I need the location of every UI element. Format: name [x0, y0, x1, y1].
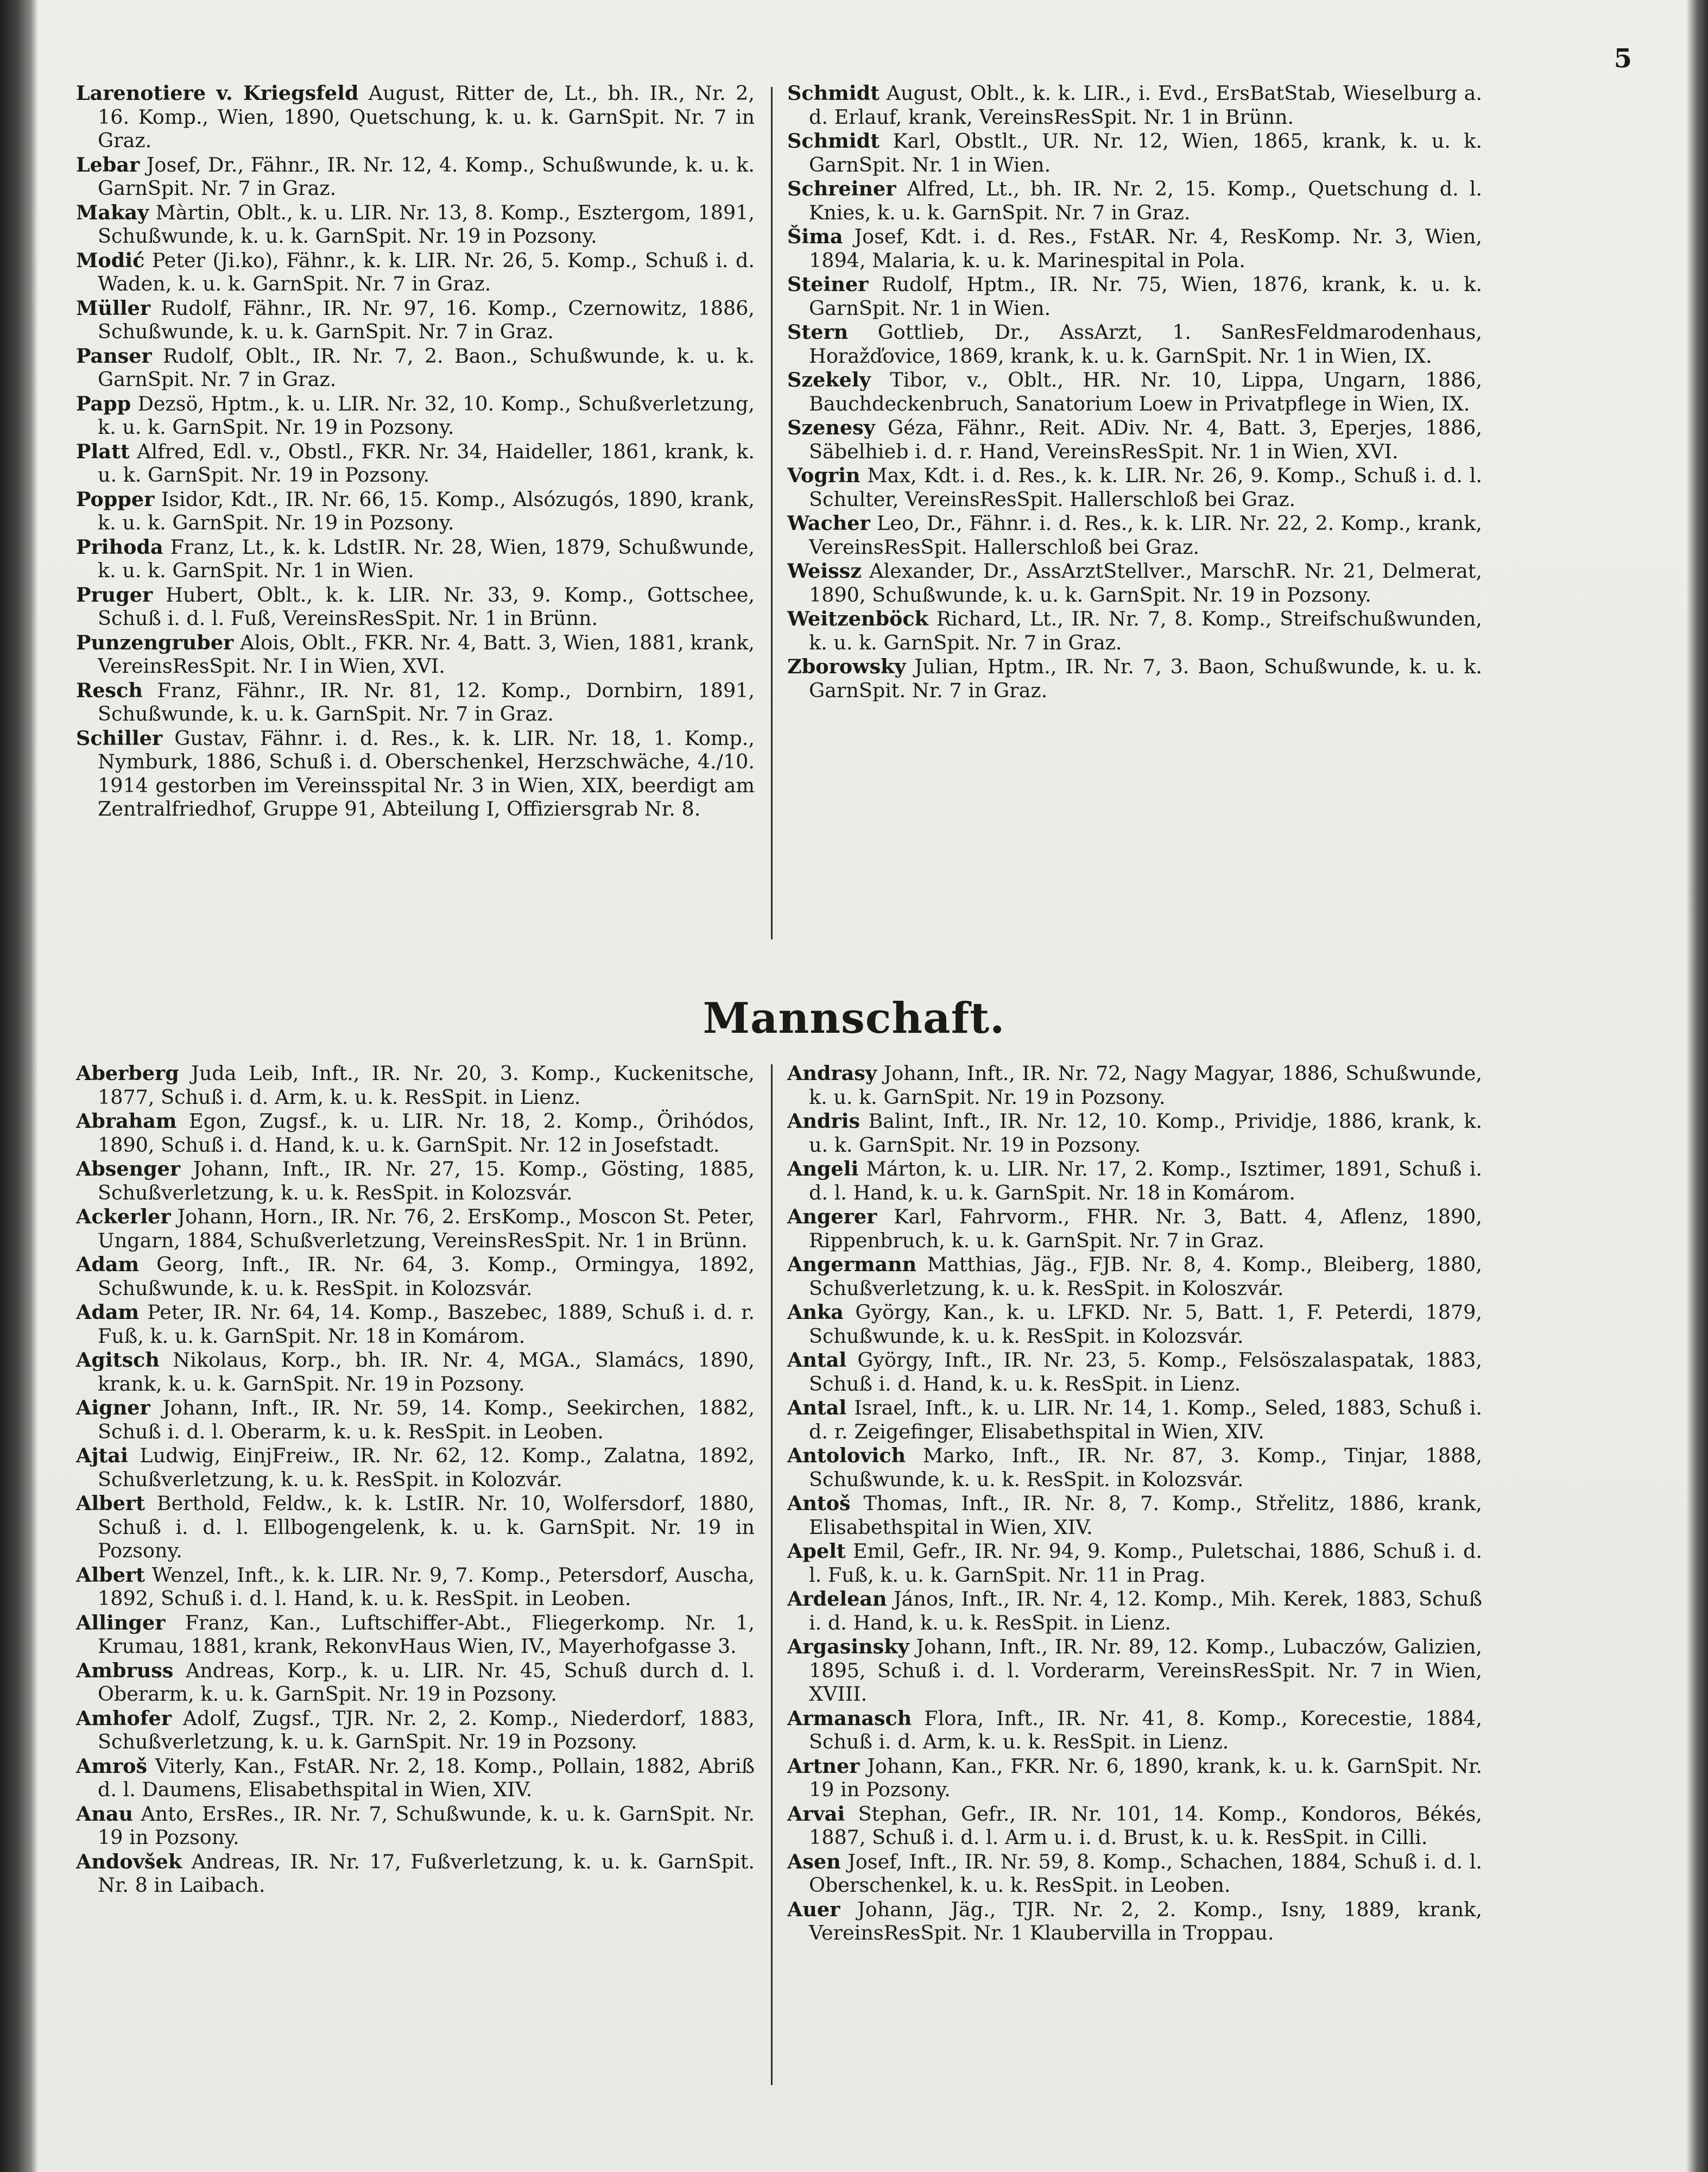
- entry-text: Karl, Obstlt., UR. Nr. 12, Wien, 1865, krank, k. u. k. GarnSpit. Nr. 1 in Wien.: [809, 129, 1482, 176]
- entry-name: Amroš: [76, 1754, 148, 1778]
- entry-text: Franz, Kan., Luftschiffer-Abt., Fliegerkomp. Nr. 1, Krumau, 1881, krank, RekonvHaus Wien, IV., Mayerhofgasse 3.: [98, 1611, 755, 1658]
- entry-name: Makay: [76, 200, 149, 224]
- entry-name: Anka: [787, 1300, 844, 1324]
- entry-name: Abraham: [76, 1109, 177, 1133]
- entry-name: Angeli: [787, 1157, 859, 1180]
- entry-text: Israel, Inft., k. u. LIR. Nr. 14, 1. Komp., Seled, 1883, Schuß i. d. r. Zeigefinger, Elisabethspital in Wien, XIV.: [809, 1396, 1482, 1443]
- list-item: [76, 1444, 755, 1491]
- entry-text: Isidor, Kdt., IR. Nr. 66, 15. Komp., Alsózugós, 1890, krank, k. u. k. GarnSpit. Nr. 19 in Pozsony.: [98, 487, 755, 534]
- entry-name: Antolovich: [787, 1444, 906, 1467]
- entry-text: Marko, Inft., IR. Nr. 87, 3. Komp., Tinjar, 1888, Schußwunde, k. u. k. ResSpit. in Kolozsvár.: [809, 1444, 1482, 1491]
- entry-text: August, Ritter de, Lt., bh. IR., Nr. 2, 16. Komp., Wien, 1890, Quetschung, k. u. k. GarnSpit. Nr. 7 in Graz.: [98, 81, 755, 152]
- entry-name: Angerer: [787, 1205, 877, 1228]
- entry-text: Peter (Ji.ko), Fähnr., k. k. LIR. Nr. 26, 5. Komp., Schuß i. d. Waden, k. u. k. GarnSpit. Nr. 7 in Graz.: [98, 248, 755, 295]
- entry-text: Gottlieb, Dr., AssArzt, 1. SanResFeldmarodenhaus, Horažďovice, 1869, krank, k. u. k. GarnSpit. Nr. 1 in Wien, IX.: [809, 320, 1482, 368]
- list-item: [76, 153, 755, 200]
- entry-text: Alexander, Dr., AssArztStellver., MarschR. Nr. 21, Delmerat, 1890, Schußwunde, k. u. k. GarnSpit. Nr. 19 in Pozsony.: [809, 559, 1482, 607]
- list-item: [76, 249, 755, 296]
- entry-text: Flora, Inft., IR. Nr. 41, 8. Komp., Korecestie, 1884, Schuß i. d. Arm, k. u. k. ResSpit. in Lienz.: [809, 1706, 1482, 1753]
- entry-name: Argasinsky: [787, 1635, 909, 1658]
- list-item: [787, 225, 1482, 272]
- entry-name: Allinger: [76, 1611, 166, 1634]
- entry-name: Ambruss: [76, 1658, 174, 1682]
- entry-text: Johann, Jäg., TJR. Nr. 2, 2. Komp., Isny, 1889, krank, VereinsResSpit. Nr. 1 Klaubervilla in Troppau.: [809, 1897, 1482, 1944]
- entry-text: György, Kan., k. u. LFKD. Nr. 5, Batt. 1, F. Peterdi, 1879, Schußwunde, k. u. k. ResSpit. in Kolozsvár.: [809, 1300, 1482, 1348]
- entry-name: Schreiner: [787, 177, 896, 200]
- entry-text: Emil, Gefr., IR. Nr. 94, 9. Komp., Puletschai, 1886, Schuß i. d. l. Fuß, k. u. k. GarnSpit. Nr. 11 in Prag.: [809, 1539, 1482, 1587]
- list-item: [787, 1205, 1482, 1252]
- entry-text: Berthold, Feldw., k. k. LstIR. Nr. 10, Wolfersdorf, 1880, Schuß i. d. l. Ellbogengelenk, k. u. k. GarnSpit. Nr. 19 in Pozsony.: [98, 1492, 755, 1562]
- entry-text: Josef, Dr., Fähnr., IR. Nr. 12, 4. Komp., Schußwunde, k. u. k. GarnSpit. Nr. 7 in Graz.: [98, 153, 755, 200]
- list-item: [76, 488, 755, 535]
- entry-name: Larenotiere v. Kriegsfeld: [76, 81, 359, 105]
- entry-name: Steiner: [787, 273, 869, 296]
- list-item: [787, 1157, 1482, 1204]
- entry-text: Josef, Kdt. i. d. Res., FstAR. Nr. 4, ResKomp. Nr. 3, Wien, 1894, Malaria, k. u. k. Marinespital in Pola.: [809, 225, 1482, 272]
- entry-name: Vogrin: [787, 464, 861, 487]
- entry-name: Weitzenböck: [787, 607, 928, 630]
- list-item: [76, 727, 755, 821]
- list-item: [76, 1253, 755, 1300]
- list-item: [76, 81, 755, 153]
- list-item: [787, 559, 1482, 607]
- entry-name: Armanasch: [787, 1706, 912, 1730]
- entry-name: Prihoda: [76, 535, 163, 559]
- entry-name: Asen: [787, 1849, 841, 1873]
- entry-text: Rudolf, Fähnr., IR. Nr. 97, 16. Komp., Czernowitz, 1886, Schußwunde, k. u. k. GarnSpit. Nr. 7 in Graz.: [98, 296, 755, 343]
- column-top-right: [787, 81, 1482, 703]
- list-item: [76, 296, 755, 344]
- column-top-left: [76, 81, 755, 822]
- entry-text: Juda Leib, Inft., IR. Nr. 20, 3. Komp., Kuckenitsche, 1877, Schuß i. d. Arm, k. u. k. ResSpit. in Lienz.: [98, 1062, 755, 1109]
- entry-text: Richard, Lt., IR. Nr. 7, 8. Komp., Streifschußwunden, k. u. k. GarnSpit. Nr. 7 in Graz.: [809, 607, 1482, 654]
- entry-name: Punzengruber: [76, 630, 234, 654]
- list-item: [76, 440, 755, 487]
- entry-name: Adam: [76, 1253, 140, 1276]
- list-item: [787, 1898, 1482, 1945]
- list-item: [76, 583, 755, 630]
- list-item: [787, 1802, 1482, 1849]
- entry-name: Zborowsky: [787, 655, 906, 678]
- entry-text: Wenzel, Inft., k. k. LIR. Nr. 9, 7. Komp., Petersdorf, Auscha, 1892, Schuß i. d. l. Hand, k. u. k. ResSpit. in Leoben.: [98, 1563, 755, 1610]
- entry-text: Andreas, Korp., k. u. LIR. Nr. 45, Schuß durch d. l. Oberarm, k. u. k. GarnSpit. Nr. 19 in Pozsony.: [98, 1658, 755, 1706]
- entry-name: Auer: [787, 1897, 840, 1921]
- list-item: [76, 1754, 755, 1802]
- list-item: [76, 201, 755, 248]
- entry-text: Viterly, Kan., FstAR. Nr. 2, 18. Komp., Pollain, 1882, Abriß d. l. Daumens, Elisabethspital in Wien, XIV.: [98, 1754, 755, 1801]
- entry-text: Max, Kdt. i. d. Res., k. k. LIR. Nr. 26, 9. Komp., Schuß i. d. l. Schulter, VereinsResSpit. Hallerschloß bei Graz.: [809, 464, 1482, 511]
- list-item: [76, 679, 755, 726]
- entry-name: Andovšek: [76, 1849, 182, 1873]
- entry-text: Franz, Lt., k. k. LdstIR. Nr. 28, Wien, 1879, Schußwunde, k. u. k. GarnSpit. Nr. 1 in Wien.: [98, 535, 755, 582]
- entry-text: Johann, Inft., IR. Nr. 27, 15. Komp., Gösting, 1885, Schußverletzung, k. u. k. ResSpit. in Kolozsvár.: [98, 1157, 755, 1204]
- entry-name: Ajtai: [76, 1444, 128, 1467]
- list-item: [787, 1754, 1482, 1802]
- entry-name: Šima: [787, 225, 843, 248]
- list-item: [787, 1396, 1482, 1443]
- page-number: 5: [1614, 43, 1632, 74]
- entry-name: Schmidt: [787, 129, 880, 153]
- entry-text: Ludwig, EinjFreiw., IR. Nr. 62, 12. Komp., Zalatna, 1892, Schußverletzung, k. u. k. ResSpit. in Kolozvár.: [98, 1444, 755, 1491]
- entry-text: Julian, Hptm., IR. Nr. 7, 3. Baon, Schußwunde, k. u. k. GarnSpit. Nr. 7 in Graz.: [809, 655, 1482, 702]
- entry-name: Apelt: [787, 1539, 846, 1563]
- entry-name: Anau: [76, 1802, 134, 1826]
- list-item: [76, 1611, 755, 1658]
- list-item: [76, 631, 755, 678]
- list-item: [787, 1109, 1482, 1157]
- list-item: [787, 1850, 1482, 1897]
- entry-text: Matthias, Jäg., FJB. Nr. 8, 4. Komp., Bleiberg, 1880, Schußverletzung, k. u. k. ResSpit. in Koloszvár.: [809, 1253, 1482, 1300]
- entry-text: Adolf, Zugsf., TJR. Nr. 2, 2. Komp., Niederdorf, 1883, Schußverletzung, k. u. k. GarnSpit. Nr. 19 in Pozsony.: [98, 1706, 755, 1753]
- entry-name: Aberberg: [76, 1062, 179, 1085]
- list-item: [787, 607, 1482, 654]
- entry-name: Papp: [76, 392, 131, 415]
- list-item: [76, 1157, 755, 1204]
- entry-name: Pruger: [76, 583, 153, 607]
- list-item: [76, 392, 755, 439]
- list-item: [787, 1444, 1482, 1491]
- list-item: [787, 1253, 1482, 1300]
- entry-text: Stephan, Gefr., IR. Nr. 101, 14. Komp., Kondoros, Békés, 1887, Schuß i. d. l. Arm u. i. d. Brust, k. u. k. ResSpit. in Cilli.: [809, 1802, 1482, 1849]
- entry-name: Resch: [76, 678, 143, 702]
- list-item: [76, 1205, 755, 1252]
- entry-text: Thomas, Inft., IR. Nr. 8, 7. Komp., Střelitz, 1886, krank, Elisabethspital in Wien, XIV.: [809, 1492, 1482, 1539]
- column-divider-bottom: [771, 1064, 773, 2085]
- entry-text: Anto, ErsRes., IR. Nr. 7, Schußwunde, k. u. k. GarnSpit. Nr. 19 in Pozsony.: [98, 1802, 755, 1849]
- entry-name: Amhofer: [76, 1706, 172, 1730]
- entry-text: Balint, Inft., IR. Nr. 12, 10. Komp., Prividje, 1886, krank, k. u. k. GarnSpit. Nr. 19 in Pozsony.: [809, 1109, 1482, 1157]
- list-item: [787, 1635, 1482, 1706]
- entry-text: Màrtin, Oblt., k. u. LIR. Nr. 13, 8. Komp., Esztergom, 1891, Schußwunde, k. u. k. GarnSpit. Nr. 19 in Pozsony.: [98, 200, 755, 248]
- entry-name: Stern: [787, 320, 849, 344]
- entry-name: Artner: [787, 1754, 860, 1778]
- entry-name: Adam: [76, 1300, 140, 1324]
- list-item: [787, 1348, 1482, 1396]
- entry-name: Antal: [787, 1396, 847, 1419]
- list-item: [787, 655, 1482, 702]
- entry-name: Ackerler: [76, 1205, 171, 1228]
- entry-text: Gustav, Fähnr. i. d. Res., k. k. LIR. Nr. 18, 1. Komp., Nymburk, 1886, Schuß i. d. Oberschenkel, Herzschwäche, 4./10. 1914 gestorben im Vereinsspital Nr. 3 in Wien, XIX, beerdigt am Zentralfriedhof, Gruppe 91, Abteilung I, Offiziersgrab Nr. 8.: [98, 726, 755, 820]
- list-item: [787, 1707, 1482, 1754]
- entry-name: Szenesy: [787, 416, 875, 439]
- list-item: [76, 1659, 755, 1706]
- list-item: [787, 1492, 1482, 1539]
- entry-text: Rudolf, Hptm., IR. Nr. 75, Wien, 1876, krank, k. u. k. GarnSpit. Nr. 1 in Wien.: [809, 273, 1482, 320]
- entry-text: Egon, Zugsf., k. u. LIR. Nr. 18, 2. Komp., Örihódos, 1890, Schuß i. d. Hand, k. u. k. GarnSpit. Nr. 12 in Josefstadt.: [98, 1109, 755, 1157]
- entry-text: Franz, Fähnr., IR. Nr. 81, 12. Komp., Dornbirn, 1891, Schußwunde, k. u. k. GarnSpit. Nr. 7 in Graz.: [98, 678, 755, 725]
- scan-edge-left: [0, 0, 38, 2172]
- entry-name: Antoš: [787, 1492, 851, 1515]
- entry-text: Alfred, Lt., bh. IR. Nr. 2, 15. Komp., Quetschung d. l. Knies, k. u. k. GarnSpit. Nr. 7 in Graz.: [809, 177, 1482, 224]
- entry-text: Karl, Fahrvorm., FHR. Nr. 3, Batt. 4, Aflenz, 1890, Rippenbruch, k. u. k. GarnSpit. Nr. 7 in Graz.: [809, 1205, 1482, 1252]
- list-item: [787, 416, 1482, 463]
- list-item: [787, 177, 1482, 224]
- entry-text: Johann, Inft., IR. Nr. 72, Nagy Magyar, 1886, Schußwunde, k. u. k. GarnSpit. Nr. 19 in Pozsony.: [809, 1062, 1482, 1109]
- list-item: [76, 344, 755, 392]
- entry-text: Georg, Inft., IR. Nr. 64, 3. Komp., Ormingya, 1892, Schußwunde, k. u. k. ResSpit. in Kolozsvár.: [98, 1253, 755, 1300]
- list-item: [787, 464, 1482, 511]
- entry-name: Panser: [76, 344, 152, 368]
- entry-name: Wacher: [787, 512, 870, 535]
- list-item: [787, 1300, 1482, 1348]
- entry-name: Andrasy: [787, 1062, 877, 1085]
- list-item: [76, 1109, 755, 1157]
- list-item: [787, 273, 1482, 320]
- entry-text: Johann, Inft., IR. Nr. 59, 14. Komp., Seekirchen, 1882, Schuß i. d. l. Oberarm, k. u. k. ResSpit. in Leoben.: [98, 1396, 755, 1443]
- entry-text: Dezsö, Hptm., k. u. LIR. Nr. 32, 10. Komp., Schußverletzung, k. u. k. GarnSpit. Nr. 19 in Pozsony.: [98, 392, 755, 439]
- column-divider-top: [771, 87, 773, 939]
- entry-name: Angermann: [787, 1253, 917, 1276]
- entry-text: Peter, IR. Nr. 64, 14. Komp., Baszebec, 1889, Schuß i. d. r. Fuß, k. u. k. GarnSpit. Nr. 18 in Komárom.: [98, 1300, 755, 1348]
- entry-name: Weissz: [787, 559, 862, 583]
- entry-name: Andris: [787, 1109, 861, 1133]
- list-item: [787, 129, 1482, 176]
- list-item: [76, 1348, 755, 1396]
- entry-name: Müller: [76, 296, 151, 320]
- entry-name: Ardelean: [787, 1587, 887, 1611]
- entry-text: Leo, Dr., Fähnr. i. d. Res., k. k. LIR. Nr. 22, 2. Komp., krank, VereinsResSpit. Hallerschloß bei Graz.: [809, 512, 1482, 559]
- entry-name: Albert: [76, 1492, 146, 1515]
- entry-name: Szekely: [787, 368, 871, 392]
- list-item: [76, 1396, 755, 1443]
- column-bottom-right: [787, 1062, 1482, 1946]
- list-item: [76, 535, 755, 583]
- list-item: [76, 1300, 755, 1348]
- column-bottom-left: [76, 1062, 755, 1898]
- entry-name: Agitsch: [76, 1348, 160, 1372]
- entry-text: Alois, Oblt., FKR. Nr. 4, Batt. 3, Wien, 1881, krank, VereinsResSpit. Nr. I in Wien, XVI.: [98, 630, 755, 678]
- list-item: [787, 1587, 1482, 1634]
- entry-name: Absenger: [76, 1157, 181, 1180]
- list-item: [76, 1062, 755, 1109]
- section-title: Mannschaft.: [703, 994, 1005, 1043]
- entry-text: Rudolf, Oblt., IR. Nr. 7, 2. Baon., Schußwunde, k. u. k. GarnSpit. Nr. 7 in Graz.: [98, 344, 755, 391]
- entry-text: János, Inft., IR. Nr. 4, 12. Komp., Mih. Kerek, 1883, Schuß i. d. Hand, k. u. k. ResSpit. in Lienz.: [809, 1587, 1482, 1634]
- entry-name: Lebar: [76, 153, 140, 176]
- list-item: [787, 368, 1482, 415]
- list-item: [76, 1802, 755, 1849]
- list-item: [76, 1563, 755, 1611]
- list-item: [76, 1492, 755, 1563]
- entry-name: Arvai: [787, 1802, 845, 1826]
- entry-text: Josef, Inft., IR. Nr. 59, 8. Komp., Schachen, 1884, Schuß i. d. l. Oberschenkel, k. u. k. ResSpit. in Leoben.: [809, 1849, 1482, 1897]
- entry-name: Antal: [787, 1348, 847, 1372]
- entry-text: Alfred, Edl. v., Obstl., FKR. Nr. 34, Haideller, 1861, krank, k. u. k. GarnSpit. Nr. 19 in Pozsony.: [98, 439, 755, 487]
- entry-text: Johann, Inft., IR. Nr. 89, 12. Komp., Lubaczów, Galizien, 1895, Schuß i. d. l. Vorderarm, VereinsResSpit. Nr. 7 in Wien, XVIII.: [809, 1635, 1482, 1706]
- list-item: [787, 320, 1482, 368]
- entry-name: Popper: [76, 487, 155, 511]
- list-item: [787, 1062, 1482, 1109]
- scan-edge-right: [1686, 0, 1708, 2172]
- entry-text: Nikolaus, Korp., bh. IR. Nr. 4, MGA., Slamács, 1890, krank, k. u. k. GarnSpit. Nr. 19 in Pozsony.: [98, 1348, 755, 1396]
- entry-text: Johann, Kan., FKR. Nr. 6, 1890, krank, k. u. k. GarnSpit. Nr. 19 in Pozsony.: [809, 1754, 1482, 1801]
- entry-text: Tibor, v., Oblt., HR. Nr. 10, Lippa, Ungarn, 1886, Bauchdeckenbruch, Sanatorium Loew in Privatpflege in Wien, IX.: [809, 368, 1482, 415]
- entry-name: Schiller: [76, 726, 163, 750]
- entry-name: Modić: [76, 248, 145, 272]
- entry-text: Johann, Horn., IR. Nr. 76, 2. ErsKomp., Moscon St. Peter, Ungarn, 1884, Schußverletzung, VereinsResSpit. Nr. 1 in Brünn.: [98, 1205, 755, 1252]
- entry-text: Géza, Fähnr., Reit. ADiv. Nr. 4, Batt. 3, Eperjes, 1886, Säbelhieb i. d. r. Hand, VereinsResSpit. Nr. 1 in Wien, XVI.: [809, 416, 1482, 463]
- list-item: [787, 512, 1482, 559]
- entry-text: August, Oblt., k. k. LIR., i. Evd., ErsBatStab, Wieselburg a. d. Erlauf, krank, VereinsResSpit. Nr. 1 in Brünn.: [809, 81, 1482, 129]
- entry-name: Schmidt: [787, 81, 880, 105]
- list-item: [76, 1850, 755, 1897]
- list-item: [76, 1707, 755, 1754]
- entry-text: Márton, k. u. LIR. Nr. 17, 2. Komp., Isztimer, 1891, Schuß i. d. l. Hand, k. u. k. GarnSpit. Nr. 18 in Komárom.: [809, 1157, 1482, 1204]
- entry-text: György, Inft., IR. Nr. 23, 5. Komp., Felsöszalaspatak, 1883, Schuß i. d. Hand, k. u. k. ResSpit. in Lienz.: [809, 1348, 1482, 1396]
- entry-name: Aigner: [76, 1396, 150, 1419]
- list-item: [787, 1539, 1482, 1587]
- entry-name: Albert: [76, 1563, 146, 1587]
- entry-text: Hubert, Oblt., k. k. LIR. Nr. 33, 9. Komp., Gottschee, Schuß i. d. l. Fuß, VereinsResSpit. Nr. 1 in Brünn.: [98, 583, 755, 630]
- entry-name: Platt: [76, 439, 130, 463]
- entry-text: Andreas, IR. Nr. 17, Fußverletzung, k. u. k. GarnSpit. Nr. 8 in Laibach.: [98, 1849, 755, 1897]
- list-item: [787, 81, 1482, 129]
